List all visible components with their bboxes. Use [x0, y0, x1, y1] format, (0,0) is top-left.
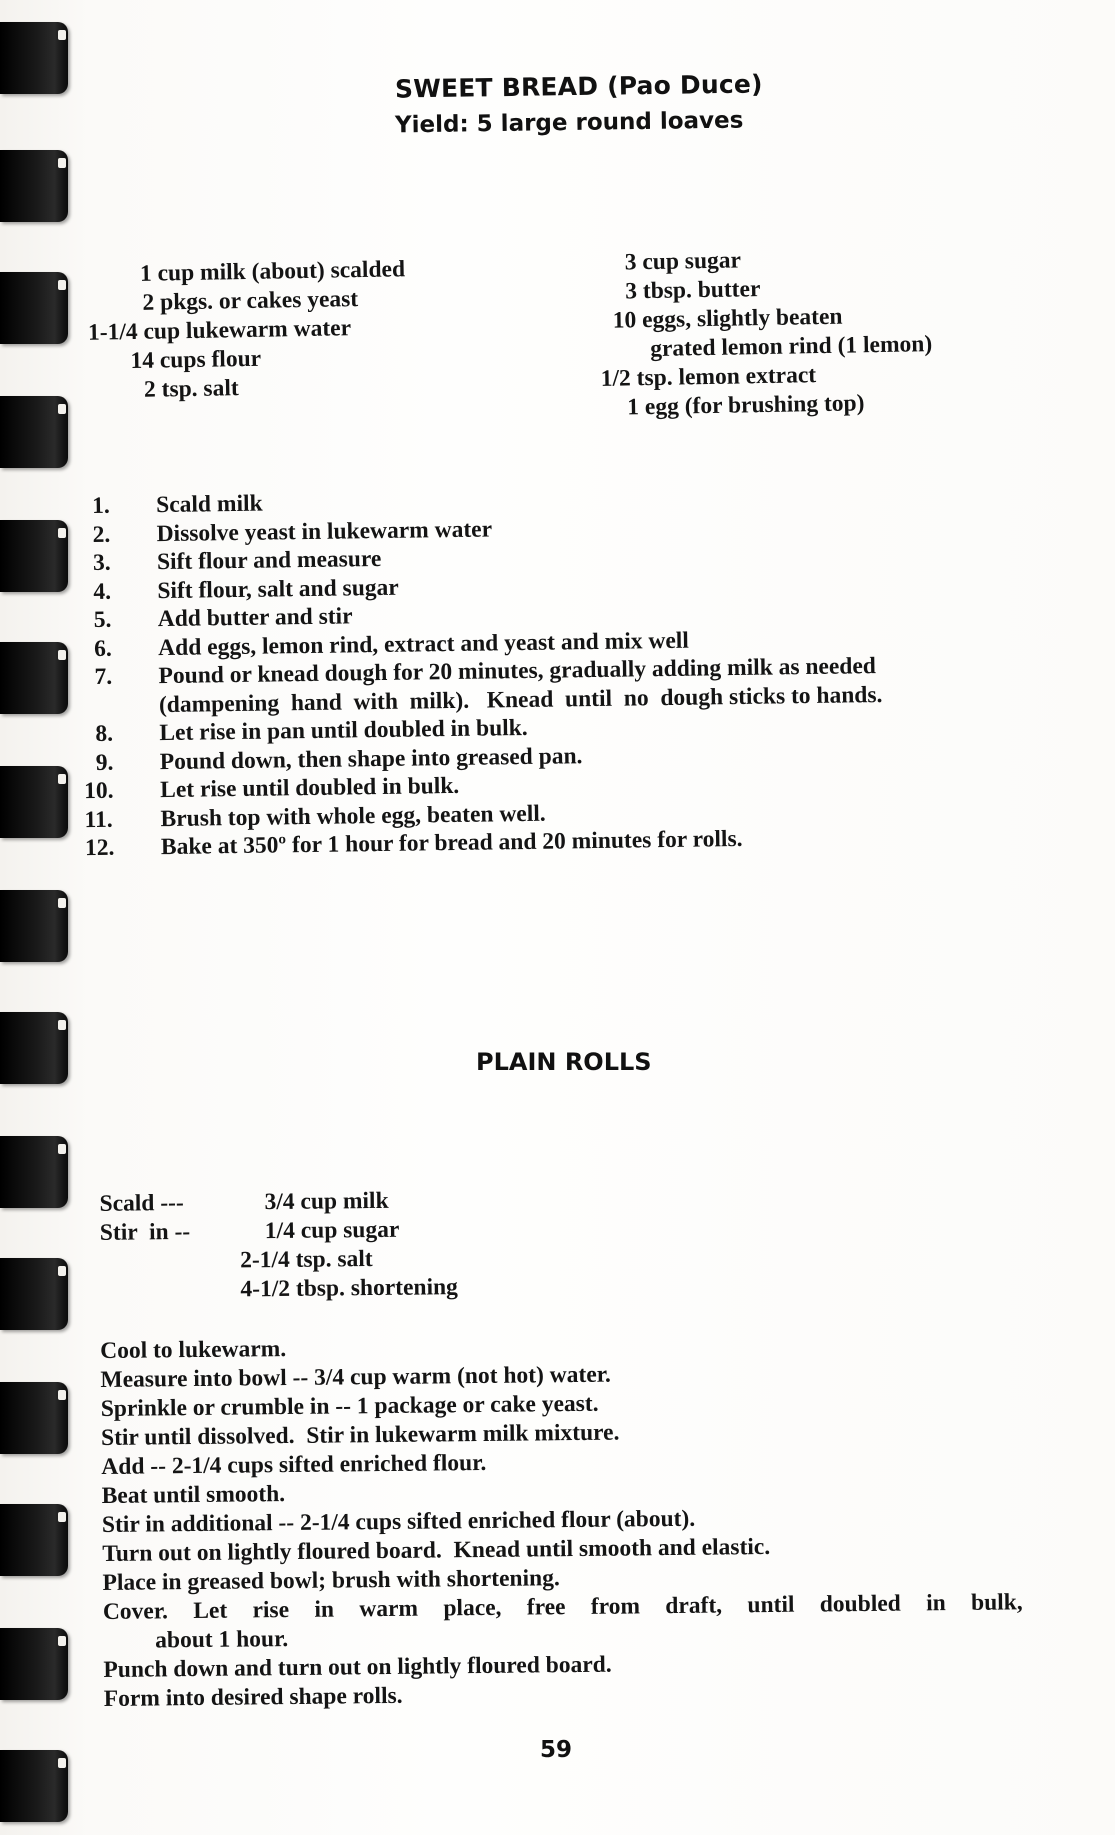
ingredient-item: 1/2 tsp. lemon extract	[600, 362, 817, 392]
instruction-line: Place in greased bowl; brush with shortening.	[102, 1565, 560, 1596]
ingredient-item: 1 egg (for brushing top)	[627, 390, 865, 421]
step-number: 11.	[84, 806, 113, 833]
step-text: Let rise in pan until doubled in bulk.	[159, 714, 528, 747]
binding-ring	[0, 1012, 68, 1084]
step-number: 1.	[92, 492, 111, 519]
step-number: 9.	[95, 749, 114, 776]
scald-label: Scald ---	[99, 1189, 184, 1217]
binding-ring	[0, 520, 68, 592]
stir-row	[100, 1244, 458, 1277]
sweet-bread-title: SWEET BREAD (Pao Duce)	[394, 69, 763, 104]
binding-ring	[0, 1382, 68, 1454]
stir-item: 2-1/4 tsp. salt	[240, 1246, 373, 1274]
stir-row	[100, 1273, 458, 1306]
step-number: 5.	[93, 606, 112, 633]
binding-ring	[0, 272, 68, 344]
instruction-word: bulk,	[970, 1589, 1023, 1616]
plain-rolls-title: PLAIN ROLLS	[476, 1048, 652, 1076]
spiral-binding	[0, 0, 80, 1835]
binding-ring	[0, 1136, 68, 1208]
step-number: 12.	[84, 834, 115, 862]
instruction-line: Turn out on lightly floured board. Knead until smooth and elastic.	[102, 1533, 771, 1567]
step-text: Sift flour and measure	[156, 545, 382, 576]
instruction-line: Add -- 2-1/4 cups sifted enriched flour.	[101, 1449, 487, 1480]
binding-ring	[0, 396, 68, 468]
instruction-word: warm	[359, 1595, 419, 1623]
step-text: Brush top with whole egg, beaten well.	[160, 800, 546, 832]
instruction-word: rise	[252, 1597, 290, 1624]
ingredient-item: 3 cup sugar	[624, 247, 742, 276]
step-text: Sift flour, salt and sugar	[157, 574, 399, 604]
stir-item: 1/4 cup sugar	[264, 1216, 400, 1245]
ingredient-item: 10 eggs, slightly beaten	[612, 303, 843, 334]
instruction-word: from	[590, 1593, 641, 1620]
ingredient-item: 3 tbsp. butter	[625, 276, 761, 305]
step-text: Dissolve yeast in lukewarm water	[156, 515, 493, 547]
instruction-line: Punch down and turn out on lightly floured board.	[103, 1651, 612, 1683]
instruction-word: place,	[443, 1594, 502, 1622]
step-number: 6.	[94, 635, 112, 662]
instruction-word: draft,	[665, 1592, 723, 1620]
step-text: Bake at 350º for 1 hour for bread and 20 minutes for rolls.	[160, 825, 743, 861]
stir-row	[100, 1215, 458, 1248]
step-number: 10.	[83, 777, 114, 805]
binding-ring	[0, 766, 68, 838]
plain-rolls-instructions	[100, 1327, 1024, 1714]
stir-label: Stir in --	[99, 1218, 191, 1246]
binding-ring	[0, 150, 68, 222]
instruction-line: Form into desired shape rolls.	[103, 1682, 403, 1712]
ingredient-item: 1-1/4 cup lukewarm water	[87, 315, 352, 346]
instruction-word: Let	[193, 1597, 228, 1625]
scald-row	[99, 1186, 457, 1219]
stir-item: 4-1/2 tbsp. shortening	[240, 1274, 458, 1303]
sweet-bread-yield: Yield: 5 large round loaves	[394, 107, 744, 139]
step-number: 3.	[92, 549, 111, 576]
instruction-word: in	[925, 1590, 946, 1617]
ingredient-item: 2 pkgs. or cakes yeast	[142, 286, 359, 316]
step-text: Add eggs, lemon rind, extract and yeast and mix well	[157, 627, 690, 661]
step-text: Let rise until doubled in bulk.	[159, 772, 460, 804]
step-text: Pound down, then shape into greased pan.	[159, 742, 583, 775]
sweet-bread-steps	[83, 479, 1027, 862]
instruction-line-continued: about 1 hour.	[155, 1626, 289, 1654]
instruction-line: Beat until smooth.	[101, 1481, 286, 1509]
step-number: 7.	[94, 663, 113, 690]
instruction-word: in	[314, 1596, 335, 1623]
instruction-word: Cover.	[102, 1598, 169, 1625]
ingredients-right-column	[599, 243, 934, 423]
step-text-continued: (dampening hand with milk). Knead until no dough sticks to hands.	[158, 681, 883, 718]
step-text: Add butter and stir	[157, 603, 353, 633]
instruction-word: until	[747, 1591, 795, 1619]
binding-ring	[0, 642, 68, 714]
step-text: Scald milk	[156, 490, 263, 519]
step-number: 8.	[95, 720, 114, 747]
binding-ring	[0, 22, 68, 94]
instruction-line: Stir in additional -- 2-1/4 cups sifted enriched flour (about).	[101, 1505, 696, 1538]
ingredient-item: 2 tsp. salt	[143, 375, 239, 403]
instruction-word: doubled	[819, 1590, 901, 1618]
step-number: 2.	[92, 521, 111, 548]
ingredient-item: grated lemon rind (1 lemon)	[650, 331, 933, 363]
binding-ring	[0, 890, 68, 962]
ingredient-item: 14 cups flour	[130, 345, 262, 375]
binding-ring	[0, 1258, 68, 1330]
step-text: Pound or knead dough for 20 minutes, gradually adding milk as needed	[158, 653, 877, 690]
scald-item: 3/4 cup milk	[264, 1187, 389, 1216]
instruction-line: Measure into bowl -- 3/4 cup warm (not hot) water.	[100, 1361, 611, 1393]
binding-ring	[0, 1628, 68, 1700]
instruction-line: Cool to lukewarm.	[100, 1336, 287, 1364]
binding-ring	[0, 1750, 68, 1822]
page-number: 59	[540, 1737, 573, 1763]
ingredients-left-column	[87, 255, 408, 406]
instruction-line: Sprinkle or crumble in -- 1 package or cake yeast.	[100, 1390, 599, 1422]
step-number: 4.	[93, 578, 112, 605]
instruction-word: free	[526, 1594, 566, 1621]
ingredient-item: 1 cup milk (about) scalded	[139, 256, 406, 287]
instruction-line: Stir until dissolved. Stir in lukewarm milk mixture.	[100, 1419, 620, 1451]
binding-ring	[0, 1504, 68, 1576]
plain-rolls-ingredients	[99, 1186, 458, 1306]
